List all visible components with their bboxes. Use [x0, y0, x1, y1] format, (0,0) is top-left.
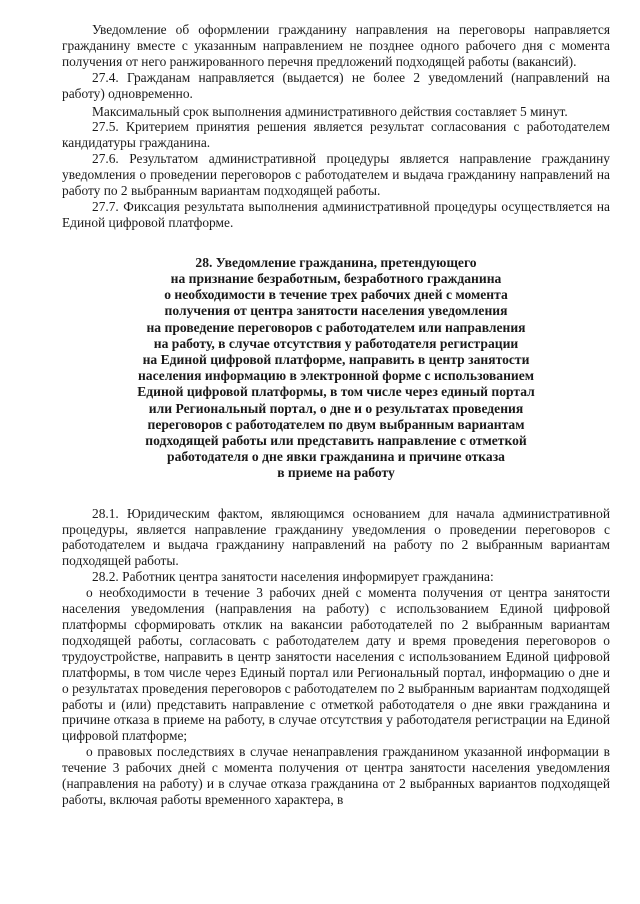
heading-line: на проведение переговоров с работодателем или направления	[146, 319, 526, 335]
paragraph-28-1: 28.1. Юридическим фактом, являющимся основанием для начала административной процедуры, является направление гражданину уведомления о проведении переговоров с работодателем и выдача гражданину направлений на работу по 2 выбранным вариантам подходящей работы.	[62, 505, 610, 569]
heading-line: в приеме на работу	[277, 465, 395, 481]
section-28-heading	[62, 255, 610, 482]
paragraph-legal-consequences: о правовых последствиях в случае ненаправления гражданином указанной информации в течение 3 рабочих дней с момента получения от центра занятости населения уведомления (направления на работу) и в случае отказа гражданина от 2 выбранных вариантов подходящей работы, включая работы временного характера, в	[62, 744, 610, 807]
heading-line: на признание безработным, безработного гражданина	[170, 270, 502, 286]
heading-line: работодателя о дне явки гражданина и причине отказа	[167, 449, 505, 465]
heading-line: подходящей работы или представить направление с отметкой	[145, 433, 527, 449]
paragraph-27-4: 27.4. Гражданам направляется (выдается) не более 2 уведомлений (направлений на работу) одновременно.	[62, 69, 610, 101]
paragraph-27-6: 27.6. Результатом административной процедуры является направление гражданину уведомления о проведении переговоров с работодателем и выдача гражданину направлений на работу по 2 выбранным вариантам подходящей работы.	[62, 151, 610, 199]
intro-section	[62, 22, 610, 231]
heading-line: переговоров с работодателем по двум выбранным вариантам	[147, 416, 525, 432]
paragraph-necessity: о необходимости в течение 3 рабочих дней с момента получения от центра занятости населения уведомления (направления на работу) с использованием Единой цифровой платформы сформировать отклик на вакансии работодателей по 2 выбранным вариантам подходящей работы, согласовать с работодателем дату и время проведения переговоров о трудоустройстве, направить в центр занятости населения с использованием Единой цифровой платформы, в том числе через Единый портал или Региональный портал, информацию о дне и о результатах проведения переговоров с работодателем по 2 выбранным вариантам подходящей работы и (или) представить направление с отметкой работодателя о дне явки гражданина и причине отказа в приеме на работу, в случае отсутствия у работодателя регистрации на Единой цифровой платформе;	[62, 585, 610, 744]
heading-line: населения информацию в электронной форме с использованием	[137, 368, 535, 384]
paragraph-28-2: 28.2. Работник центра занятости населения информирует гражданина:	[92, 569, 494, 585]
heading-line: о необходимости в течение трех рабочих дней с момента	[164, 287, 508, 303]
paragraph-max-time: Максимальный срок выполнения административного действия составляет 5 минут.	[92, 103, 568, 119]
heading-line: или Региональный портал, о дне и о результатах проведения	[148, 400, 524, 416]
heading-line: получения от центра занятости населения уведомления	[164, 303, 508, 319]
paragraph-27-7: 27.7. Фиксация результата выполнения административной процедуры осуществляется на Единой цифровой платформе.	[62, 198, 610, 230]
body-section	[62, 506, 610, 808]
heading-line: Единой цифровой платформы, в том числе через единый портал	[137, 384, 535, 400]
heading-line: 28. Уведомление гражданина, претендующего	[195, 254, 477, 270]
paragraph-27-5: 27.5. Критерием принятия решения является результат согласования с работодателем кандидатуры гражданина.	[62, 119, 610, 151]
heading-line: на работу, в случае отсутствия у работодателя регистрации	[153, 335, 519, 351]
paragraph-notification: Уведомление об оформлении гражданину направления на переговоры направляется гражданину вместе с указанным направлением не позднее одного рабочего дня с момента получения от него ранжированного перечня предложений подходящей работы (вакансий).	[62, 22, 610, 69]
heading-line: на Единой цифровой платформе, направить в центр занятости	[142, 352, 530, 367]
